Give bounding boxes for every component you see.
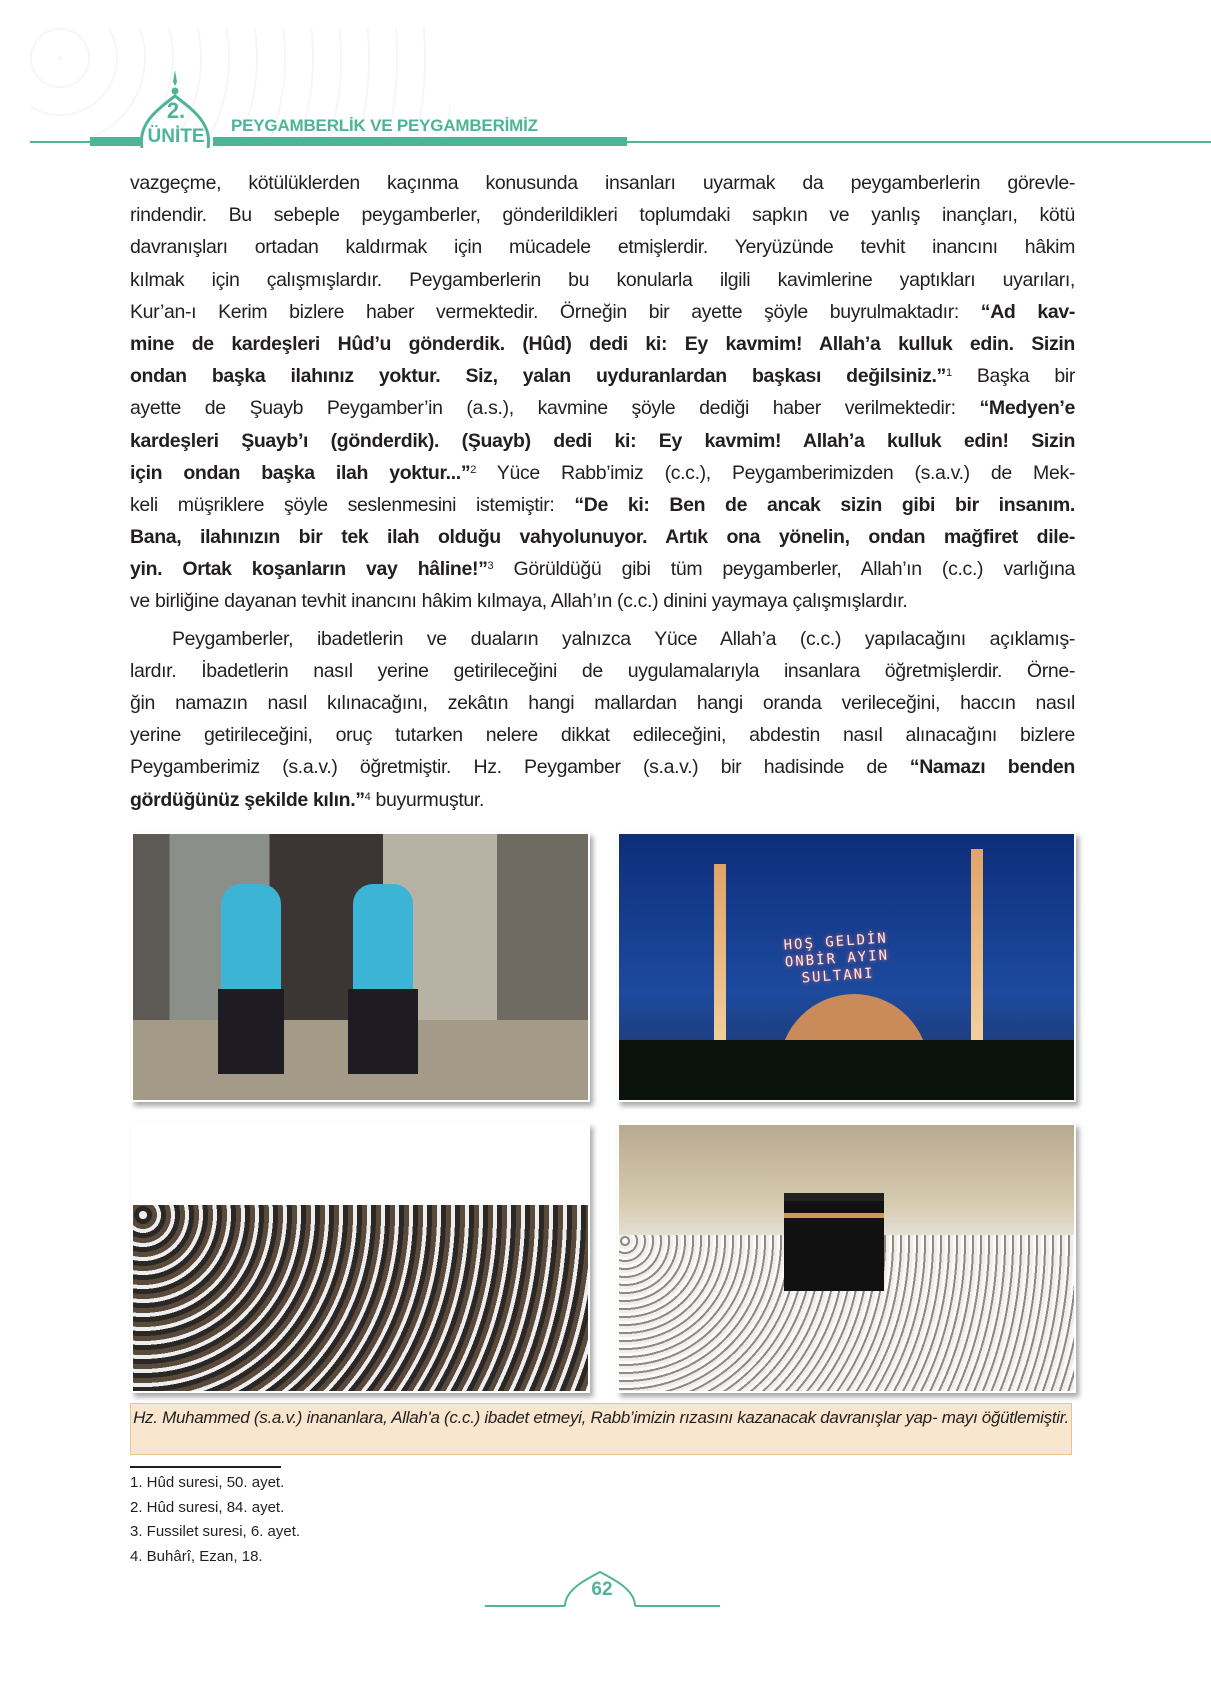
photo-kaaba-pilgrims <box>617 1123 1076 1393</box>
text-line <box>130 264 1075 296</box>
header-rule-right <box>627 141 1211 143</box>
footnote-ref: 1 <box>945 367 952 380</box>
footnote-ref: 3 <box>487 560 494 573</box>
header-rule-bar-left <box>90 137 140 146</box>
body-text <box>130 167 1075 816</box>
quote-text: “Ad kav- <box>980 300 1076 323</box>
header-rule-left <box>30 141 90 143</box>
sign-line: ONBİR AYIN <box>784 947 890 971</box>
quote-text: gördüğünüz şekilde kılın.” <box>130 788 365 811</box>
chapter-title: PEYGAMBERLİK VE PEYGAMBERİMİZ <box>231 116 538 135</box>
footnotes <box>130 1471 300 1569</box>
footnote-ref: 2 <box>470 463 477 476</box>
footnote-ref: 4 <box>364 790 371 803</box>
text-line <box>130 751 1075 783</box>
text-line <box>130 553 1075 585</box>
body-segment: rindendir. Bu sebeple peygamberler, gönderildikleri toplumdaki sapkın ve yanlış inançları, kötü <box>130 204 1075 227</box>
body-segment: davranışları ortadan kaldırmak için mücadele etmişlerdir. Yeryüzünde tevhit inancını hâkim <box>130 236 1075 259</box>
footnote-item: 3. Fussilet suresi, 6. ayet. <box>130 1523 301 1540</box>
text-line <box>130 784 1075 816</box>
body-segment: buyurmuştur. <box>370 788 485 811</box>
text-line <box>130 457 1075 489</box>
footnote-divider <box>130 1466 281 1468</box>
body-segment: Başka bir <box>951 365 1075 388</box>
volunteer-figure <box>221 884 281 994</box>
sign-line: SULTANI <box>801 965 876 987</box>
text-line <box>130 231 1075 263</box>
quote-text: mine de kardeşleri Hûd’u gönderdik. (Hûd) dedi ki: Ey kavmim! Allah’a kulluk edin. Sizin <box>130 332 1075 355</box>
body-segment: Peygamberler, ibadetlerin ve duaların yalnızca Yüce Allah’a (c.c.) yapılacağını açıklamış- <box>172 627 1075 650</box>
body-segment: Peygamberimiz (s.a.v.) öğretmiştir. Hz. Peygamber (s.a.v.) bir hadisinde de <box>130 756 910 779</box>
quote-text: yin. Ortak koşanların vay hâline!” <box>130 558 488 581</box>
text-line <box>130 360 1075 392</box>
text-line <box>130 425 1075 457</box>
quote-text: “Medyen’e <box>979 397 1075 420</box>
quote-text: “Namazı benden <box>909 756 1075 779</box>
body-segment: Görüldüğü gibi tüm peygamberler, Allah’ın (c.c.) varlığına <box>493 558 1076 581</box>
photo-congregation-prayer <box>131 1123 590 1393</box>
photo-mosque-night <box>617 832 1076 1102</box>
page-number: 62 <box>591 1579 613 1600</box>
text-line <box>130 199 1075 231</box>
sign-line: HOŞ GELDİN <box>783 930 889 954</box>
body-segment: kılmak için çalışmışlardır. Peygamberlerin bu konularla ilgili kavimlerine yaptıkları uyarıları, <box>130 268 1075 291</box>
photo-charity-volunteers <box>131 832 590 1102</box>
text-line <box>130 392 1075 424</box>
volunteer-figure <box>353 884 413 994</box>
footnote-item: 2. Hûd suresi, 84. ayet. <box>130 1498 285 1516</box>
unit-number: 2. <box>166 98 186 123</box>
body-segment: keli müşriklere şöyle seslenmesini istemiştir: <box>130 493 575 516</box>
header-rule-bar <box>213 137 627 146</box>
body-segment: lardır. İbadetlerin nasıl yerine getirileceğini de uygulamalarıyla insanlara öğretmişlerdir. Örne- <box>130 659 1075 682</box>
text-line <box>130 687 1075 719</box>
body-segment: ve birliğine dayanan tevhit inancını hâkim kılmaya, Allah’ın (c.c.) dinini yaymaya çalışmışlardır. <box>130 590 908 613</box>
text-line <box>130 328 1075 360</box>
text-line <box>130 655 1075 687</box>
kaaba <box>784 1193 884 1291</box>
footnote-item: 4. Buhârî, Ezan, 18. <box>130 1547 263 1565</box>
text-line <box>130 719 1075 751</box>
body-segment: ayette de Şuayb Peygamber’in (a.s.), kavmine şöyle dediği haber verilmektedir: <box>130 397 980 420</box>
text-line <box>130 296 1075 328</box>
text-line <box>130 167 1075 199</box>
text-line <box>130 521 1075 553</box>
mosque-light-sign <box>755 928 918 990</box>
quote-text: için ondan başka ilah yoktur...” <box>130 461 471 484</box>
text-line <box>130 489 1075 521</box>
unit-label: ÜNİTE <box>147 126 205 147</box>
body-segment: Yüce Rabb’imiz (c.c.), Peygamberimizden (s.a.v.) de Mek- <box>476 461 1075 484</box>
body-segment: ğin namazın nasıl kılınacağını, zekâtın hangi mallardan hangi oranda verileceğini, haccın nasıl <box>130 692 1075 714</box>
figure-caption: Hz. Muhammed (s.a.v.) inananlara, Allah'a (c.c.) ibadet etmeyi, Rabb’imizin rızasını kazanacak davranışlar yap- mayı öğütlemiştir. <box>130 1403 1072 1455</box>
quote-text: “De ki: Ben de ancak sizin gibi bir insanım. <box>574 493 1075 516</box>
quote-text: kardeşleri Şuayb’ı (gönderdik). (Şuayb) dedi ki: Ey kavmim! Allah’a kulluk edin! Sizin <box>130 429 1075 452</box>
quote-text: ondan başka ilahınız yoktur. Siz, yalan uyduranlardan başkası değilsiniz.” <box>130 365 946 388</box>
quote-text: Bana, ilahınızın bir tek ilah olduğu vahyolunuyor. Artık ona yönelin, ondan mağfiret dile- <box>130 526 1075 549</box>
text-line <box>130 585 1075 617</box>
text-line <box>130 623 1075 655</box>
body-segment: yerine getirileceğini, oruç tutarken nelere dikkat edileceğini, abdestin nasıl alınacağını bizlere <box>130 724 1075 747</box>
body-segment: vazgeçme, kötülüklerden kaçınma konusunda insanları uyarmak da peygamberlerin görevle- <box>130 172 1075 194</box>
body-segment: Kur’an-ı Kerim bizlere haber vermektedir. Örneğin bir ayette şöyle buyrulmaktadır: <box>130 300 981 323</box>
footnote-item: 1. Hûd suresi, 50. ayet. <box>130 1474 285 1491</box>
